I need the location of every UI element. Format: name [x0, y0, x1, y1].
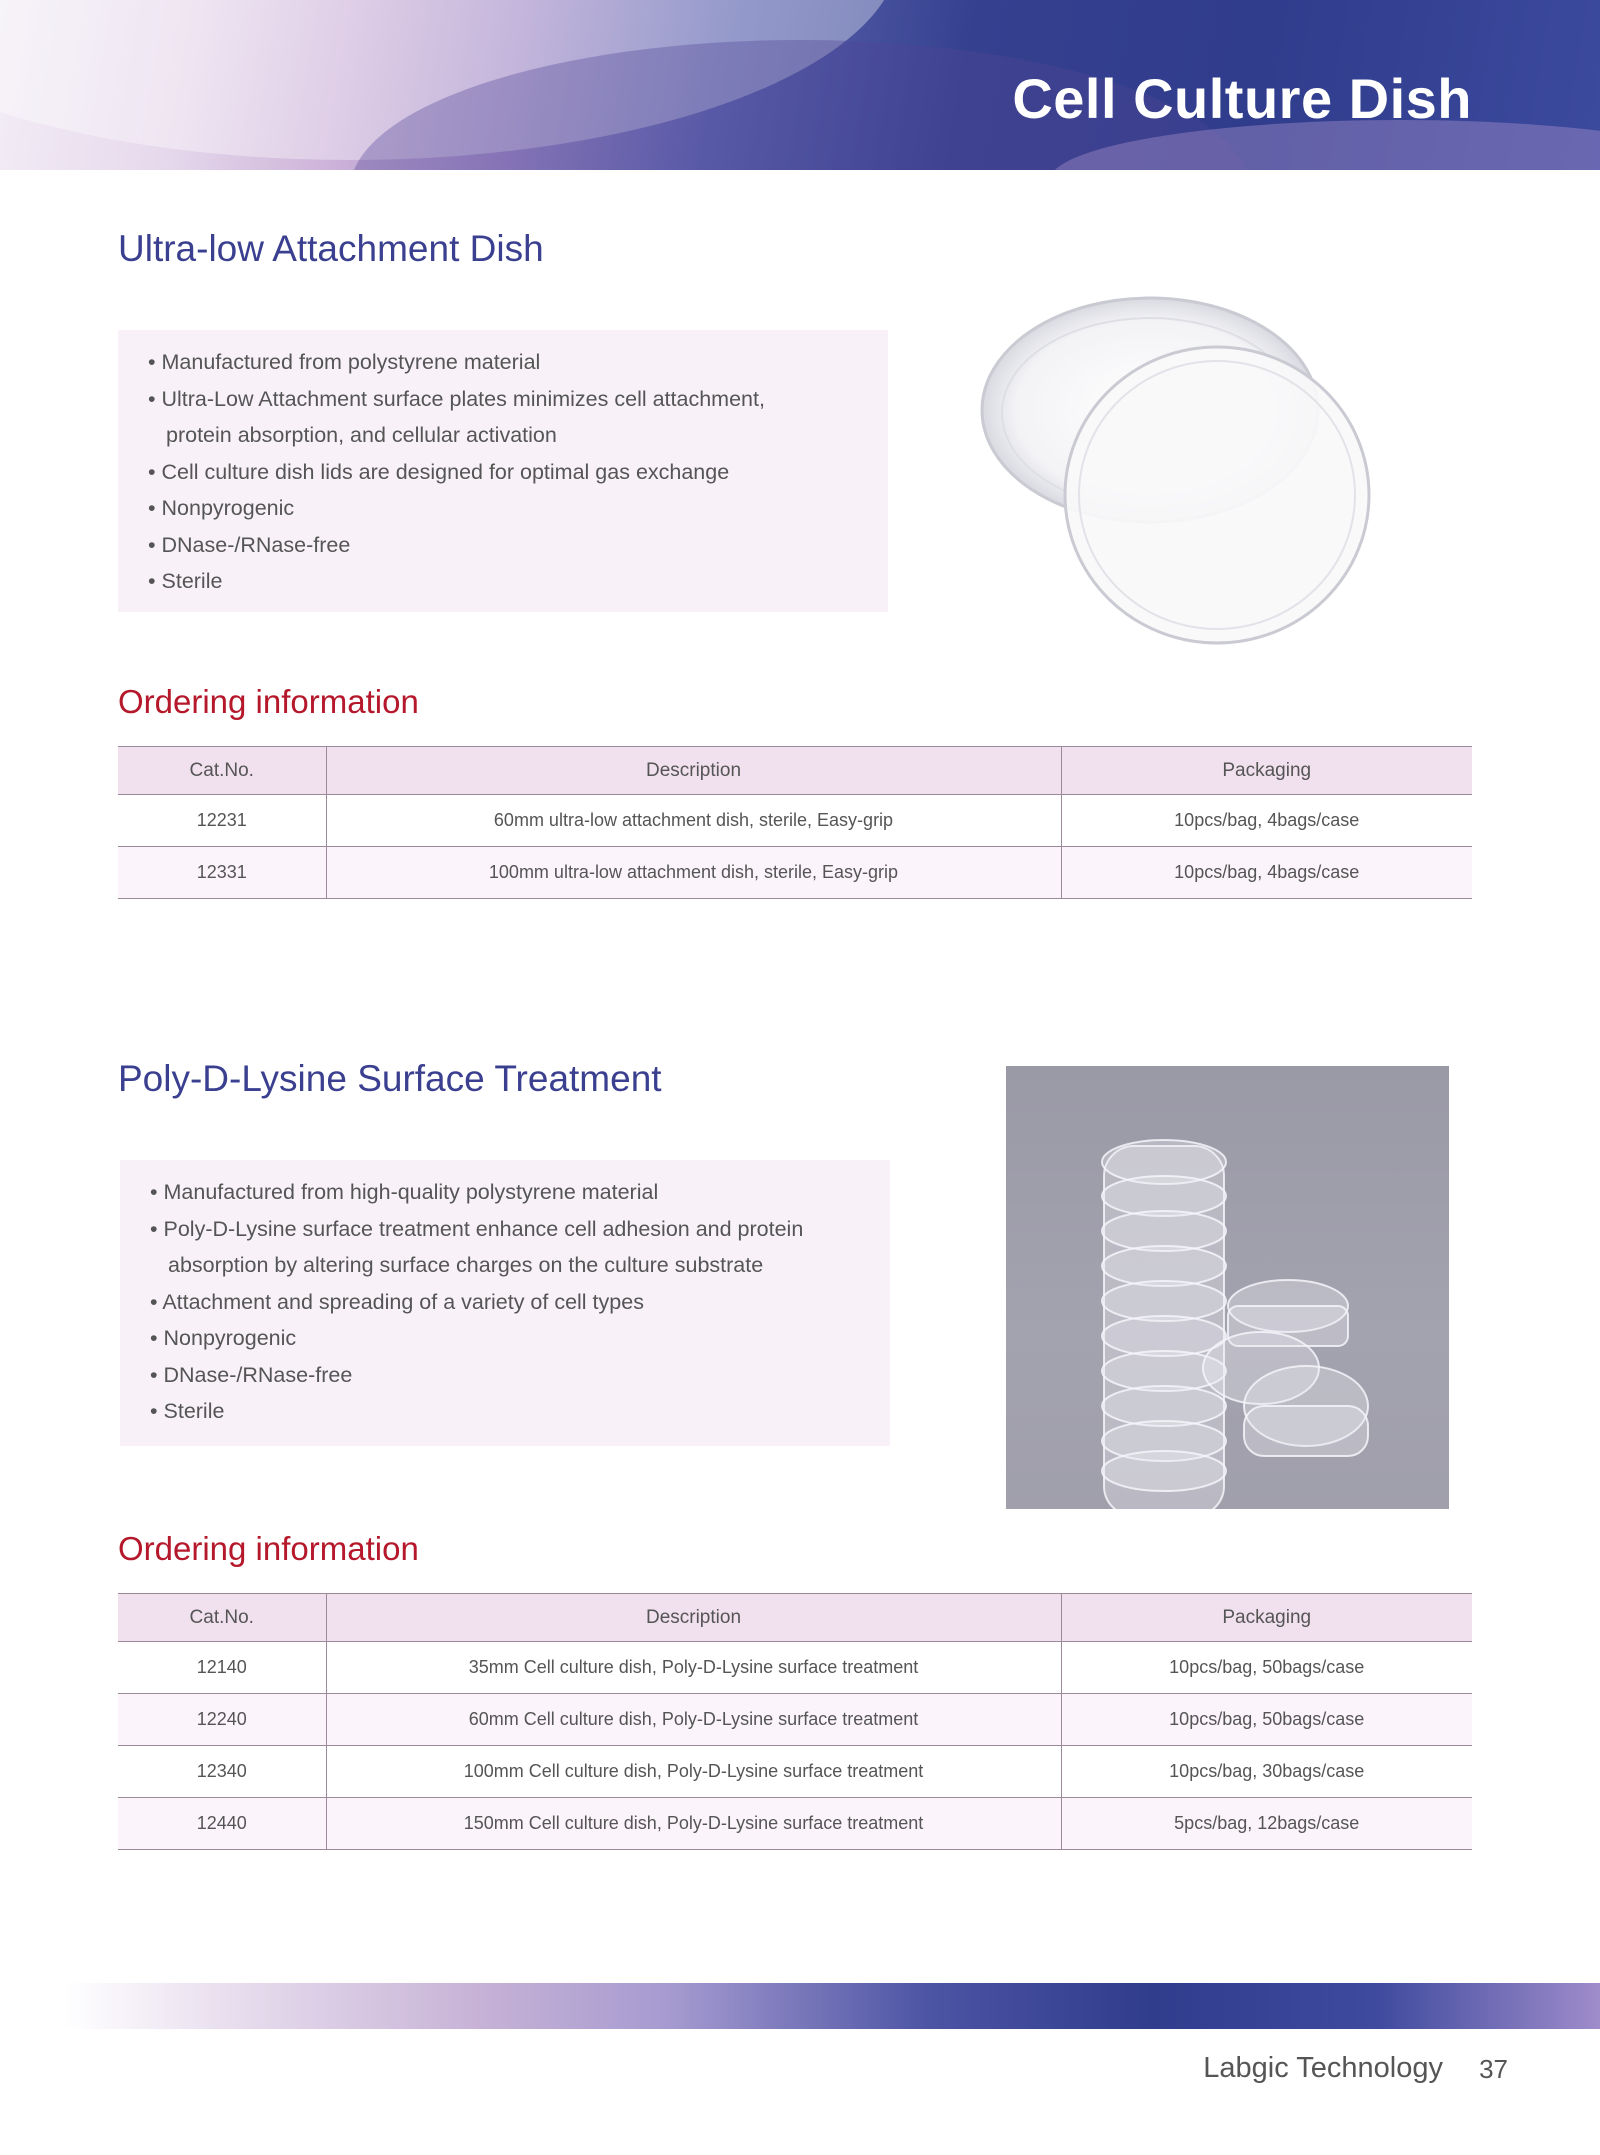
cell-cat-no: 12140	[118, 1642, 326, 1694]
cell-description: 60mm ultra-low attachment dish, sterile, Easy-grip	[326, 795, 1061, 847]
feature-item: • Manufactured from high-quality polystyrene material	[150, 1180, 659, 1204]
feature-item: • Nonpyrogenic	[148, 496, 295, 520]
cell-cat-no: 12440	[118, 1798, 326, 1850]
footer-banner	[0, 1983, 1600, 2029]
table-row	[118, 1798, 1472, 1850]
ordering-table-ultra-low	[118, 746, 1472, 899]
feature-item: protein absorption, and cellular activation	[166, 423, 557, 447]
cell-cat-no: 12231	[118, 795, 326, 847]
table-header-packaging: Packaging	[1061, 747, 1472, 795]
ordering-title: Ordering information	[118, 683, 419, 720]
table-row	[118, 1642, 1472, 1694]
feature-item: • Poly-D-Lysine surface treatment enhance cell adhesion and protein	[150, 1216, 804, 1241]
cell-cat-no: 12340	[118, 1746, 326, 1798]
feature-item: • Nonpyrogenic	[150, 1326, 297, 1350]
feature-item: • Ultra-Low Attachment surface plates minimizes cell attachment,	[148, 386, 765, 411]
cell-description: 100mm Cell culture dish, Poly-D-Lysine surface treatment	[326, 1746, 1061, 1798]
table-row	[118, 1746, 1472, 1798]
feature-item: • Attachment and spreading of a variety of cell types	[150, 1289, 644, 1314]
cell-packaging: 10pcs/bag, 4bags/case	[1061, 847, 1472, 899]
section-title-poly-d-lysine: Poly-D-Lysine Surface Treatment	[118, 1058, 662, 1099]
table-header-cat-no: Cat.No.	[118, 1594, 326, 1642]
table-header-description: Description	[326, 747, 1061, 795]
cell-packaging: 10pcs/bag, 30bags/case	[1061, 1746, 1472, 1798]
table-row	[118, 1694, 1472, 1746]
cell-description: 60mm Cell culture dish, Poly-D-Lysine surface treatment	[326, 1694, 1061, 1746]
table-header-cat-no: Cat.No.	[118, 747, 326, 795]
feature-item: • Manufactured from polystyrene material	[148, 350, 541, 374]
feature-item: • Cell culture dish lids are designed for optimal gas exchange	[148, 459, 730, 484]
cell-description: 35mm Cell culture dish, Poly-D-Lysine surface treatment	[326, 1642, 1061, 1694]
table-row	[118, 795, 1472, 847]
feature-item: • DNase-/RNase-free	[148, 532, 351, 557]
dish-product-image	[960, 295, 1460, 655]
ordering-title: Ordering information	[118, 1530, 419, 1567]
table-row	[118, 847, 1472, 899]
cell-cat-no: 12240	[118, 1694, 326, 1746]
ordering-table-poly-d-lysine	[118, 1593, 1472, 1850]
cell-packaging: 10pcs/bag, 50bags/case	[1061, 1642, 1472, 1694]
cell-packaging: 10pcs/bag, 4bags/case	[1061, 795, 1472, 847]
feature-item: • Sterile	[150, 1399, 225, 1423]
feature-box-poly-d-lysine	[120, 1160, 890, 1446]
stacked-dishes-image	[1006, 1066, 1449, 1509]
cell-packaging: 5pcs/bag, 12bags/case	[1061, 1798, 1472, 1850]
page-number: 37	[1479, 2054, 1508, 2084]
cell-packaging: 10pcs/bag, 50bags/case	[1061, 1694, 1472, 1746]
cell-description: 150mm Cell culture dish, Poly-D-Lysine surface treatment	[326, 1798, 1061, 1850]
feature-item: • DNase-/RNase-free	[150, 1362, 353, 1387]
feature-box-ultra-low	[118, 330, 888, 612]
feature-item: • Sterile	[148, 569, 223, 593]
table-header-description: Description	[326, 1594, 1061, 1642]
company-name: Labgic Technology	[1203, 2052, 1443, 2084]
page-title: Cell Culture Dish	[1012, 67, 1472, 130]
table-header-packaging: Packaging	[1061, 1594, 1472, 1642]
feature-item: absorption by altering surface charges on the culture substrate	[168, 1253, 764, 1277]
section-title-ultra-low: Ultra-low Attachment Dish	[118, 228, 544, 269]
cell-description: 100mm ultra-low attachment dish, sterile, Easy-grip	[326, 847, 1061, 899]
cell-cat-no: 12331	[118, 847, 326, 899]
